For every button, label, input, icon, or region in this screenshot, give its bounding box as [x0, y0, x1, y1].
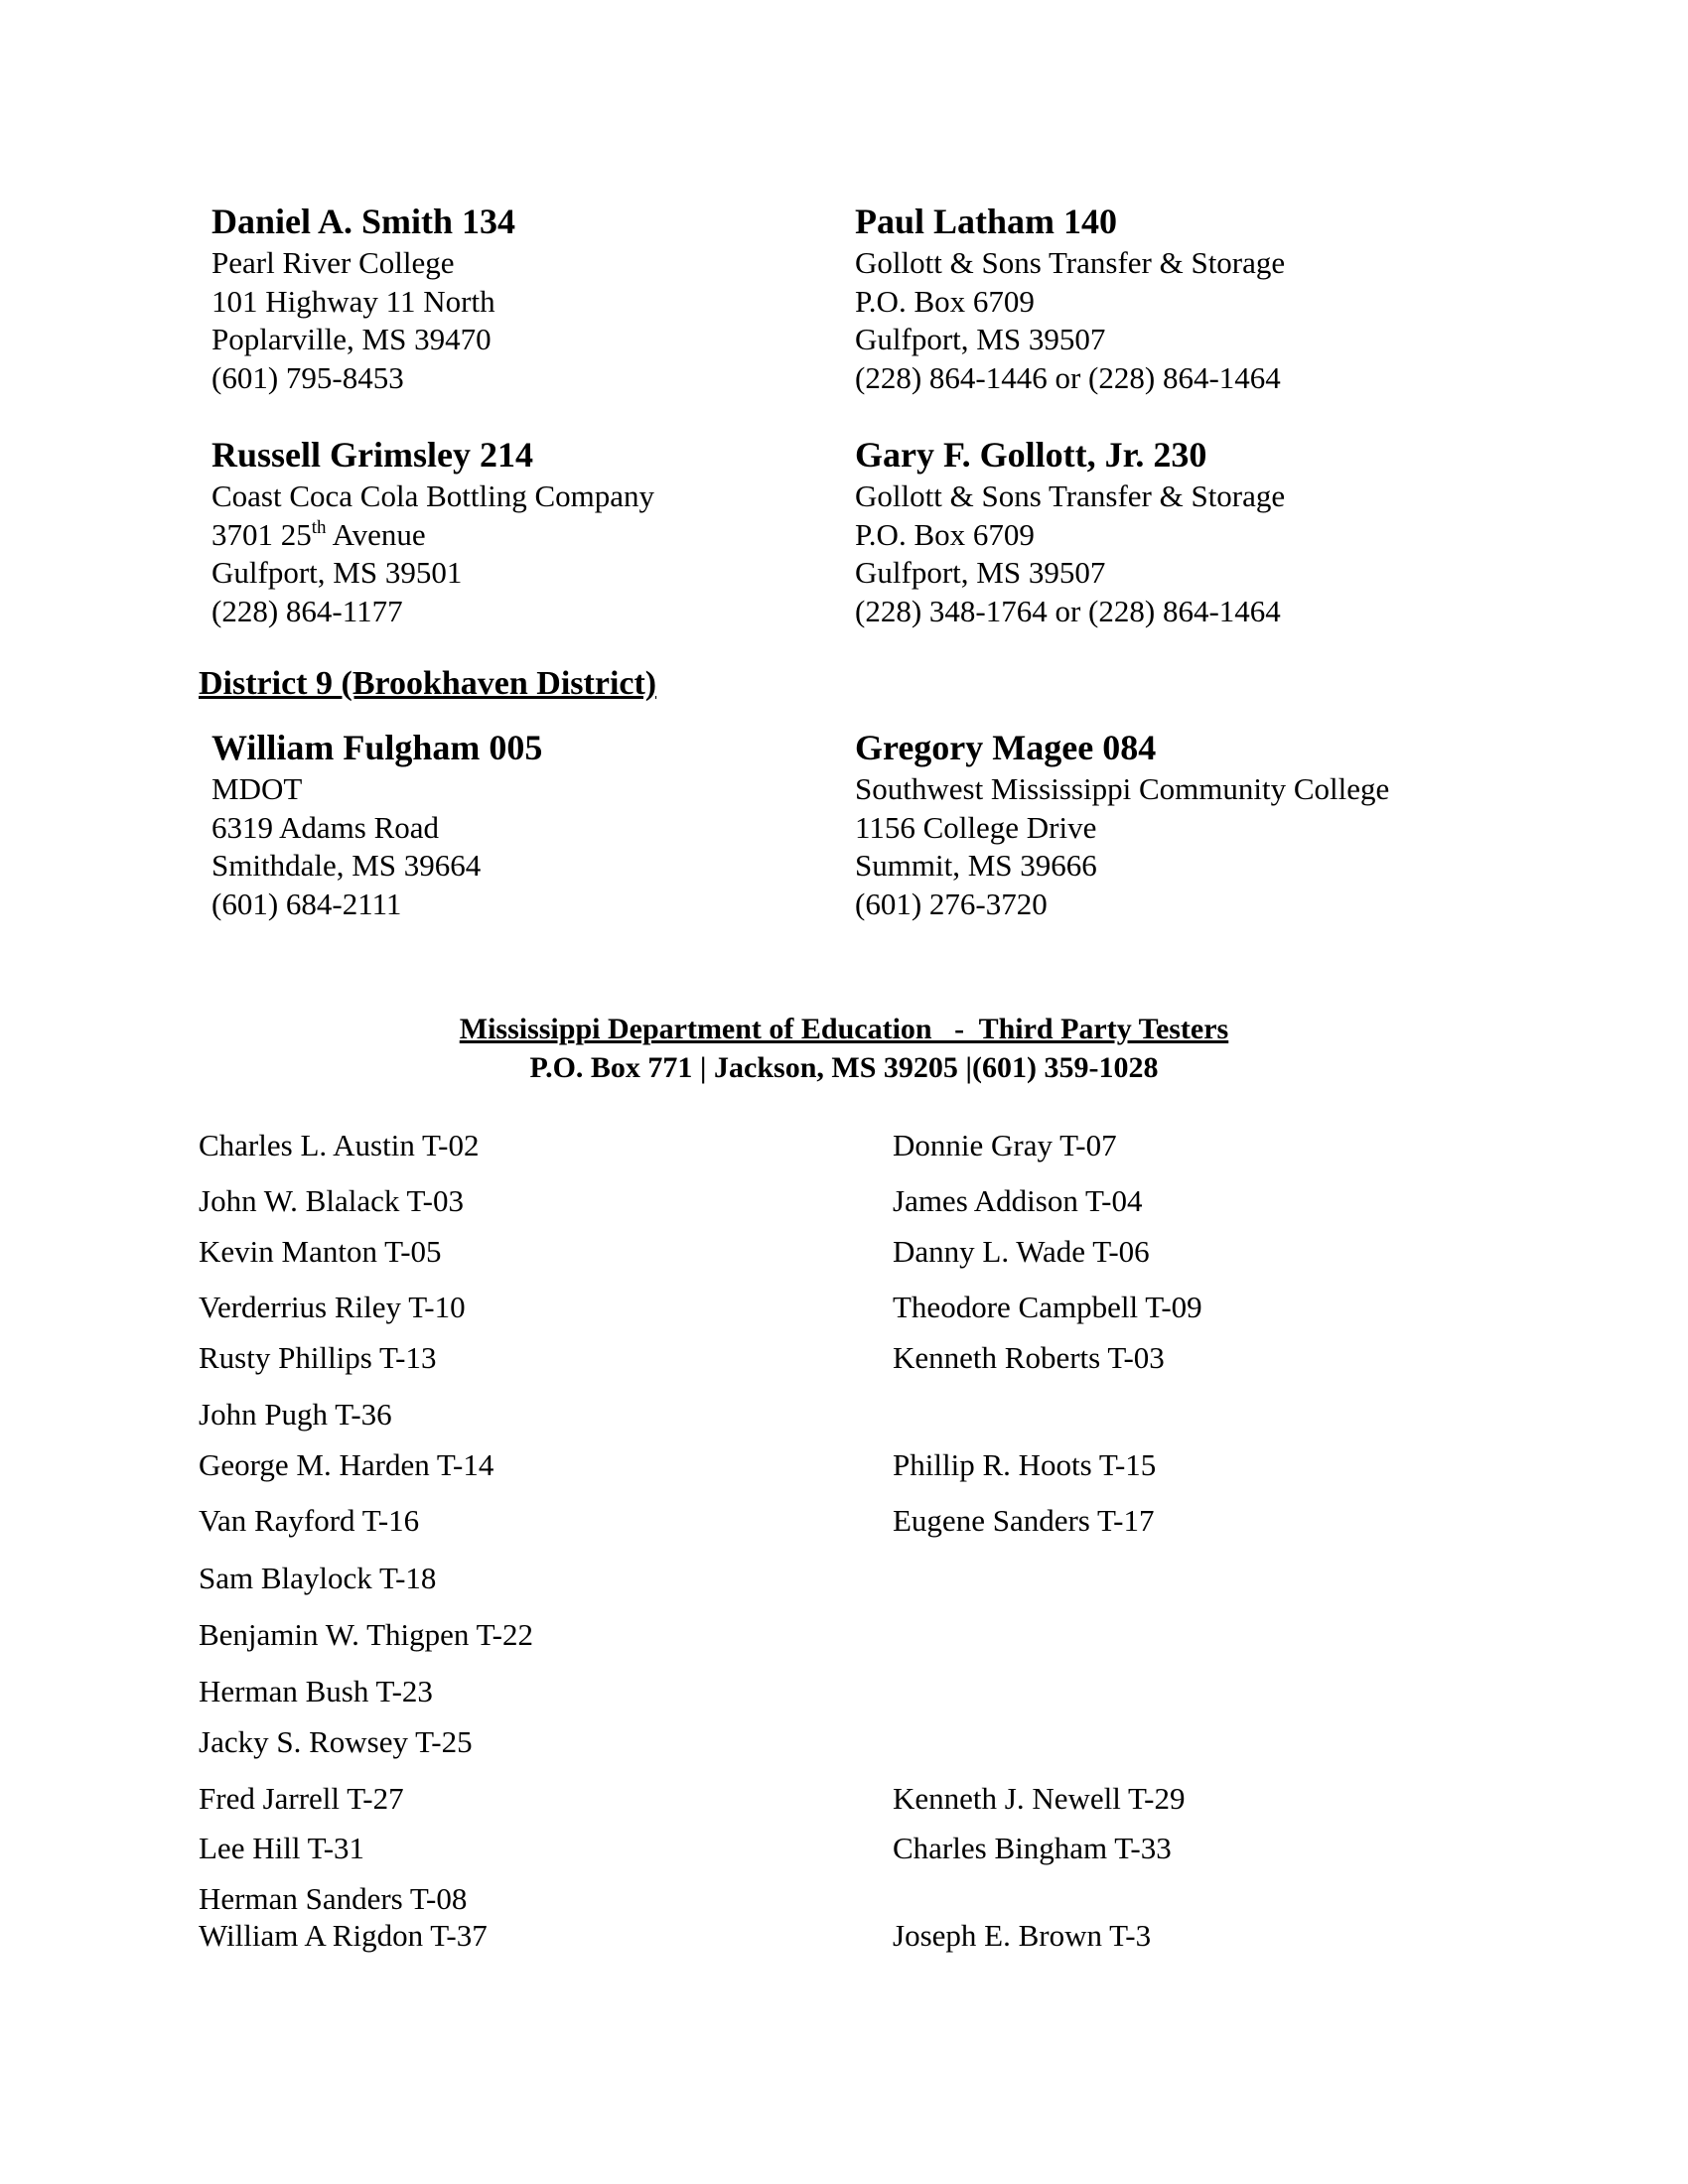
tester-item: Van Rayford T-16	[199, 1503, 420, 1538]
contact-name: Russell Grimsley 214	[211, 435, 533, 475]
tester-item: James Addison T-04	[893, 1183, 1143, 1218]
tester-item: Verderrius Riley T-10	[199, 1290, 466, 1324]
tester-item: Benjamin W. Thigpen T-22	[199, 1617, 533, 1652]
contact-name: William Fulgham 005	[211, 728, 543, 767]
contact-organization: Gollott & Sons Transfer & Storage	[855, 478, 1286, 513]
contact-organization: Southwest Mississippi Community College	[855, 771, 1390, 806]
mde-title-text: Mississippi Department of Education - Third Party Testers	[459, 1013, 1229, 1045]
tester-item: John W. Blalack T-03	[199, 1183, 464, 1218]
contact-organization: Pearl River College	[211, 245, 455, 280]
contact-william-fulgham	[211, 725, 827, 923]
contact-street: P.O. Box 6709	[855, 516, 1035, 552]
contact-street: 101 Highway 11 North	[211, 283, 495, 319]
contact-gary-gollott	[855, 432, 1570, 630]
tester-item: Jacky S. Rowsey T-25	[199, 1724, 473, 1759]
contact-phone: (228) 864-1446 or (228) 864-1464	[855, 359, 1281, 395]
contact-russell-grimsley	[211, 432, 827, 630]
tester-item: Charles Bingham T-33	[893, 1831, 1172, 1865]
contact-organization: MDOT	[211, 771, 303, 806]
tester-item: Phillip R. Hoots T-15	[893, 1447, 1157, 1482]
contact-name: Gregory Magee 084	[855, 728, 1157, 767]
tester-item: Sam Blaylock T-18	[199, 1561, 437, 1595]
tester-item: Rusty Phillips T-13	[199, 1340, 437, 1375]
district-heading: District 9 (Brookhaven District)	[199, 665, 657, 702]
street-ordinal-suffix: th	[311, 516, 327, 538]
contact-organization: Coast Coca Cola Bottling Company	[211, 478, 655, 513]
contact-organization: Gollott & Sons Transfer & Storage	[855, 245, 1286, 280]
contact-street: 6319 Adams Road	[211, 809, 440, 845]
tester-item: Kenneth Roberts T-03	[893, 1340, 1165, 1375]
contact-phone: (601) 684-2111	[211, 886, 402, 921]
tester-item: Kenneth J. Newell T-29	[893, 1781, 1186, 1816]
contact-name: Daniel A. Smith 134	[211, 202, 516, 241]
tester-item: John Pugh T-36	[199, 1397, 392, 1432]
mde-contact-line: P.O. Box 771 | Jackson, MS 39205 |(601) 359-1028	[529, 1051, 1159, 1084]
contact-city: Gulfport, MS 39507	[855, 555, 1106, 590]
tester-item: Donnie Gray T-07	[893, 1128, 1117, 1162]
street-number: 3701 25	[211, 516, 312, 552]
contact-street	[211, 516, 827, 555]
tester-item: Theodore Campbell T-09	[893, 1290, 1202, 1324]
contact-phone: (601) 795-8453	[211, 359, 404, 395]
tester-item: Herman Sanders T-08	[199, 1881, 468, 1916]
contact-phone: (228) 864-1177	[211, 593, 403, 628]
contact-city: Poplarville, MS 39470	[211, 322, 492, 356]
tester-item: Charles L. Austin T-02	[199, 1128, 480, 1162]
contact-gregory-magee	[855, 725, 1570, 923]
tester-item: Lee Hill T-31	[199, 1831, 365, 1865]
contact-city: Gulfport, MS 39507	[855, 322, 1106, 356]
contact-phone: (228) 348-1764 or (228) 864-1464	[855, 593, 1281, 628]
contact-city: Summit, MS 39666	[855, 848, 1097, 883]
contact-paul-latham	[855, 199, 1570, 397]
contact-daniel-smith	[211, 199, 827, 397]
tester-item: Joseph E. Brown T-3	[893, 1918, 1152, 1953]
tester-item: Herman Bush T-23	[199, 1674, 433, 1708]
contact-name: Paul Latham 140	[855, 202, 1118, 241]
tester-item: Kevin Manton T-05	[199, 1234, 442, 1269]
tester-item: Danny L. Wade T-06	[893, 1234, 1150, 1269]
contact-street: 1156 College Drive	[855, 809, 1097, 845]
contact-name: Gary F. Gollott, Jr. 230	[855, 435, 1207, 475]
tester-item: Eugene Sanders T-17	[893, 1503, 1155, 1538]
mde-section-title	[0, 1011, 1688, 1048]
contact-phone: (601) 276-3720	[855, 886, 1048, 921]
tester-item: George M. Harden T-14	[199, 1447, 494, 1482]
contact-street: P.O. Box 6709	[855, 283, 1035, 319]
tester-item: Fred Jarrell T-27	[199, 1781, 404, 1816]
tester-item: William A Rigdon T-37	[199, 1918, 488, 1953]
street-name: Avenue	[326, 516, 426, 552]
contact-city: Gulfport, MS 39501	[211, 555, 463, 590]
contact-city: Smithdale, MS 39664	[211, 848, 482, 883]
